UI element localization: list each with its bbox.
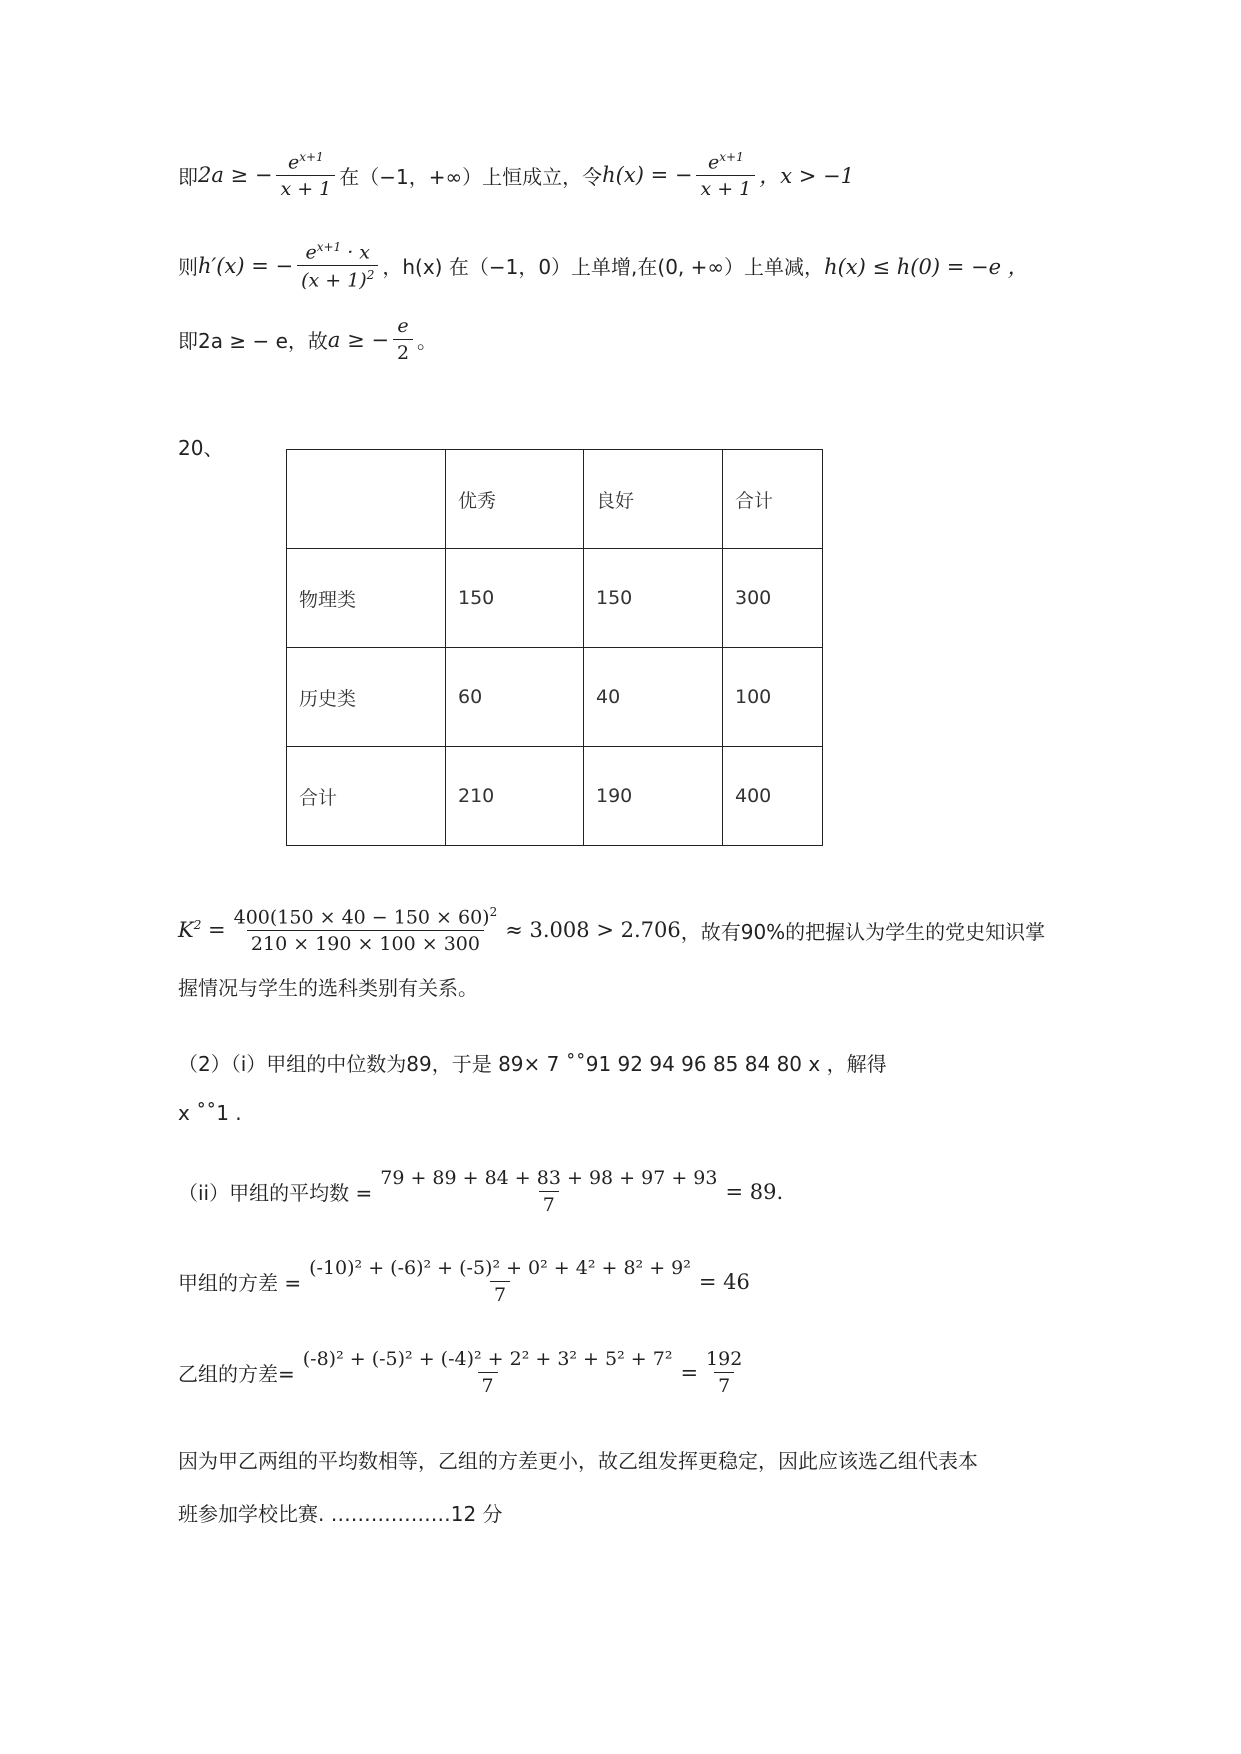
text: 甲组的方差 = <box>178 1271 302 1295</box>
text: = 89. <box>725 1179 784 1204</box>
table-cell: 良好 <box>584 450 723 549</box>
table-cell: 400 <box>723 747 823 846</box>
fraction-var-a: $\frac{\text{(-10)² + (-6)² + (-5)² + 0² + 4² + 8² + 9²}}{7}$ <box>309 1257 691 1306</box>
table-cell: 40 <box>584 648 723 747</box>
text: = 46 <box>698 1269 750 1294</box>
text: 乙组的方差= <box>178 1362 295 1386</box>
fraction-k2: $\frac{400(150 \times 40 - 150 \times 60)^2}{210 \times 190 \times 100 \times 300}$ <box>233 905 498 956</box>
table-row <box>287 450 823 549</box>
conclusion-line-2: 班参加学校比赛. ………………12 分 <box>178 1502 503 1526</box>
fraction-e-over-2: $\frac{e}{2}$ <box>393 315 413 364</box>
table-cell: 优秀 <box>446 450 584 549</box>
text: h(x) ≤ h(0) = −e ， <box>824 254 1029 279</box>
text: 。 <box>417 329 438 353</box>
table-cell: 300 <box>723 549 823 648</box>
question-number: 20、 <box>178 436 224 460</box>
table-row <box>287 549 823 648</box>
table-row <box>287 747 823 846</box>
text: ，故有90%的把握认为学生的党史知识掌 <box>680 919 1046 944</box>
math-k2: $K^2$ = <box>178 918 226 943</box>
fraction-e-over-x: $\frac{e^{x+1}}{x + 1}$ <box>276 150 335 200</box>
math-h: h(x) = − <box>602 163 693 188</box>
table-cell: 150 <box>446 549 584 648</box>
part2-i-line2: x ˚˚1 . <box>178 1101 242 1125</box>
text: ≈ 3.008 > 2.706 <box>505 918 681 943</box>
math-2a: 2a ≥ − <box>198 163 273 188</box>
text: 即 <box>178 164 198 189</box>
k-squared-conclusion: 握情况与学生的选科类别有关系。 <box>178 976 478 1000</box>
table-cell: 60 <box>446 648 584 747</box>
text: = <box>680 1360 699 1385</box>
table-row <box>287 648 823 747</box>
text: 即 <box>178 329 198 353</box>
variance-b-line <box>178 1348 750 1397</box>
table-cell: 210 <box>446 747 584 846</box>
part2-i-line1: （2）（i）甲组的中位数为89，于是 89× 7 ˚˚91 92 94 96 85 84 80 x ，解得 <box>178 1052 887 1076</box>
math-a: a ≥ − <box>327 327 389 352</box>
text: 则 <box>178 255 198 280</box>
table-cell: 190 <box>584 747 723 846</box>
fraction-h: $\frac{e^{x+1}}{x + 1}$ <box>696 150 755 200</box>
table-cell <box>287 450 446 549</box>
fraction-h-prime: $\frac{e^{x+1} \cdot x}{(x + 1)^2}$ <box>297 240 378 292</box>
contingency-table <box>286 449 823 846</box>
variance-a-line <box>178 1257 750 1306</box>
k-squared-line <box>178 905 1045 955</box>
fraction-var-b: $\frac{\text{(-8)² + (-5)² + (-4)² + 2² + 3² + 5² + 7²}}{7}$ <box>302 1348 673 1397</box>
fraction-var-b-result: $\frac{192}{7}$ <box>706 1348 743 1397</box>
derivation-line-2 <box>178 240 1029 292</box>
derivation-line-1 <box>178 150 854 200</box>
text: ，h(x) 在（−1，0）上单增,在(0, +∞）上单减， <box>382 255 825 280</box>
table-cell: 物理类 <box>287 549 446 648</box>
fraction-mean: $\frac{79 + 89 + 84 + 83 + 98 + 97 + 93}{7}$ <box>380 1167 718 1216</box>
mean-line <box>178 1167 783 1216</box>
text: ，x > −1 <box>759 164 855 189</box>
derivation-line-3 <box>178 315 437 364</box>
table-cell: 历史类 <box>287 648 446 747</box>
text: （ii）甲组的平均数 = <box>178 1181 373 1205</box>
table-cell: 合计 <box>723 450 823 549</box>
text: 2a ≥ − e，故 <box>198 329 328 353</box>
table-cell: 100 <box>723 648 823 747</box>
conclusion-line-1: 因为甲乙两组的平均数相等，乙组的方差更小，故乙组发挥更稳定，因此应该选乙组代表本 <box>178 1449 978 1473</box>
math-h-prime: h′(x) = − <box>198 253 294 278</box>
table-cell: 合计 <box>287 747 446 846</box>
text: 在（−1，+∞）上恒成立，令 <box>339 164 603 189</box>
table-cell: 150 <box>584 549 723 648</box>
